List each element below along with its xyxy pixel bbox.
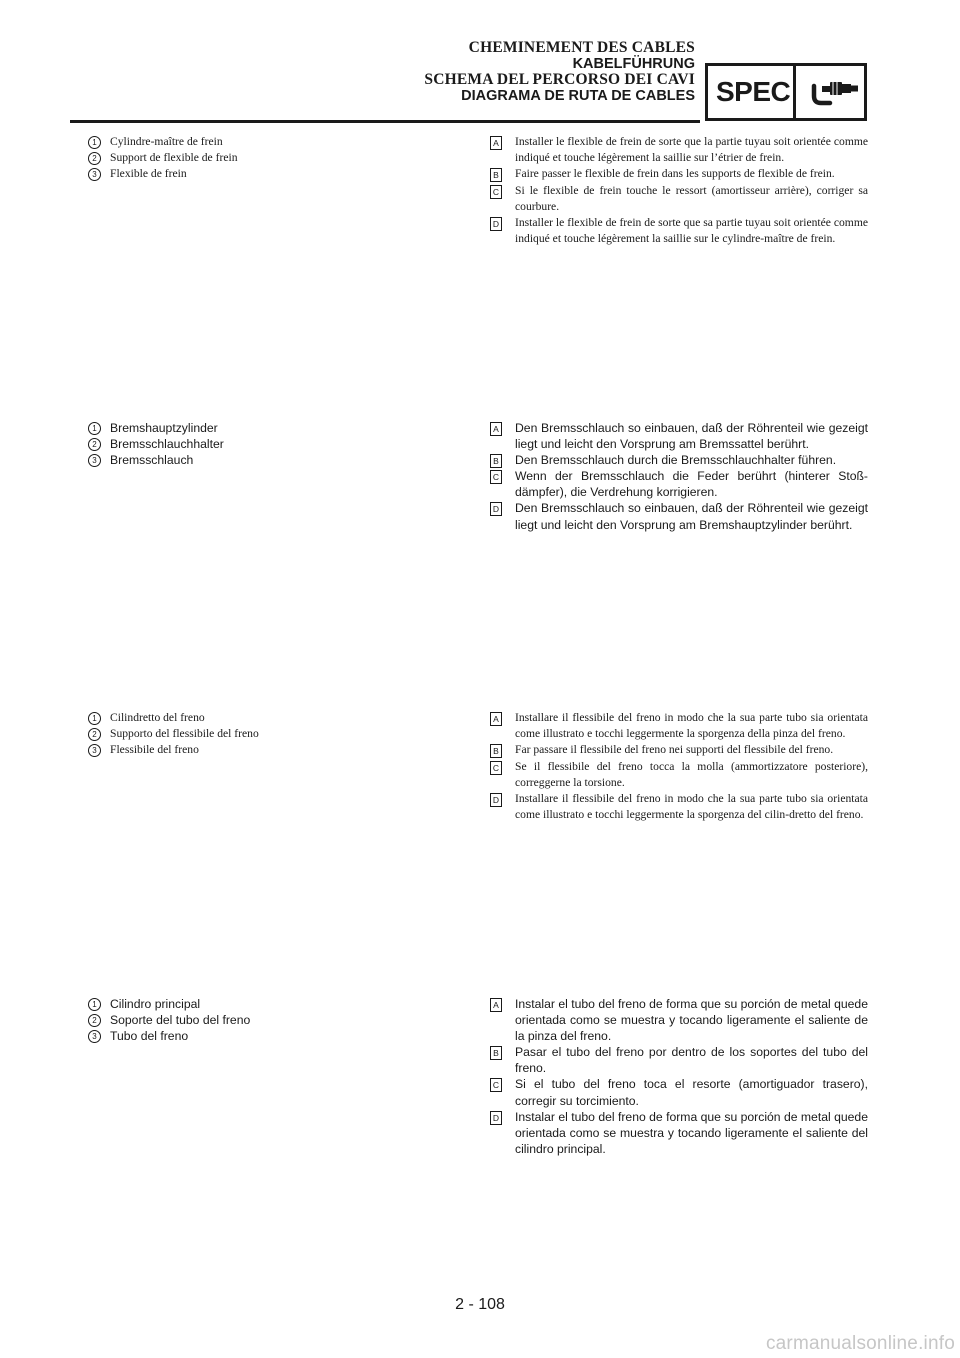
notes-list bbox=[490, 134, 868, 247]
callout-number: 1 bbox=[88, 998, 101, 1011]
spec-label: SPEC bbox=[716, 76, 791, 107]
note-letter: A bbox=[490, 712, 502, 726]
page-header bbox=[0, 0, 960, 130]
note-text: Instalar el tubo del freno de forma que su porción de metal quede orientada como se muestra y tocando ligeramente el saliente del cilindro principal. bbox=[515, 1109, 868, 1156]
note-text: Den Bremsschlauch durch die Bremsschlauchhalter führen. bbox=[515, 453, 837, 468]
note-text: Si el tubo del freno toca el resorte (amortiguador trasero), corregir su torcimiento. bbox=[515, 1077, 868, 1108]
note-letter: C bbox=[490, 470, 502, 484]
part-item bbox=[88, 452, 468, 468]
note-letter: A bbox=[490, 422, 502, 436]
note-item bbox=[490, 166, 868, 182]
callout-number: 3 bbox=[88, 168, 101, 181]
part-label: Bremsschlauchhalter bbox=[110, 437, 224, 452]
watermark: carmanualsonline.info bbox=[765, 1333, 955, 1354]
callout-number: 2 bbox=[88, 728, 101, 741]
parts-list bbox=[88, 710, 468, 759]
part-label: Tubo del freno bbox=[110, 1029, 189, 1044]
part-label: Bremsschlauch bbox=[110, 453, 194, 468]
note-item bbox=[490, 1076, 868, 1108]
notes-list bbox=[490, 996, 868, 1157]
note-text: Den Bremsschlauch so einbauen, daß der Röhrenteil wie gezeigt liegt und leicht den Vorsprung am Bremshauptzylinder berührt. bbox=[515, 501, 868, 532]
note-letter: B bbox=[490, 454, 502, 468]
note-item bbox=[490, 183, 868, 215]
header-rule bbox=[70, 120, 700, 123]
note-text: Faire passer le flexible de frein dans les supports de flexible de frein. bbox=[515, 167, 835, 181]
part-label: Supporto del flessibile del freno bbox=[110, 727, 259, 741]
callout-number: 3 bbox=[88, 1030, 101, 1043]
callout-number: 1 bbox=[88, 136, 101, 149]
note-letter: C bbox=[490, 761, 502, 775]
part-label: Cilindretto del freno bbox=[110, 711, 205, 724]
parts-list bbox=[88, 420, 468, 468]
note-letter: A bbox=[490, 136, 502, 150]
callout-number: 2 bbox=[88, 1014, 101, 1027]
note-item bbox=[490, 215, 868, 247]
note-item bbox=[490, 759, 868, 791]
notes-list bbox=[490, 710, 868, 823]
part-label: Bremshauptzylinder bbox=[110, 421, 218, 435]
part-item bbox=[88, 996, 468, 1012]
note-letter: B bbox=[490, 744, 502, 758]
note-letter: B bbox=[490, 1046, 502, 1060]
notes-list bbox=[490, 420, 868, 533]
callout-number: 3 bbox=[88, 744, 101, 757]
note-item bbox=[490, 134, 868, 166]
callout-number: 2 bbox=[88, 438, 101, 451]
note-letter: A bbox=[490, 998, 502, 1012]
part-item bbox=[88, 134, 468, 150]
part-label: Soporte del tubo del freno bbox=[110, 1013, 251, 1028]
section-titles bbox=[424, 40, 695, 104]
part-item bbox=[88, 150, 468, 166]
part-item bbox=[88, 436, 468, 452]
note-text: Den Bremsschlauch so einbauen, daß der Röhrenteil wie gezeigt liegt und leicht den Vorsprung am Bremssattel berührt. bbox=[515, 421, 868, 452]
part-item bbox=[88, 166, 468, 182]
spec-divider bbox=[793, 66, 796, 118]
part-item bbox=[88, 710, 468, 726]
part-item bbox=[88, 1012, 468, 1028]
part-label: Flexible de frein bbox=[110, 167, 187, 181]
callout-number: 1 bbox=[88, 422, 101, 435]
note-item bbox=[490, 742, 868, 758]
note-item bbox=[490, 1044, 868, 1076]
note-text: Far passare il flessibile del freno nei supporti del flessibile del freno. bbox=[515, 743, 834, 757]
page-number: 2 - 108 bbox=[455, 1296, 505, 1313]
part-label: Cilindro principal bbox=[110, 997, 201, 1011]
title-italian: SCHEMA DEL PERCORSO DEI CAVI bbox=[424, 71, 695, 88]
note-text: Se il flessibile del freno tocca la molla (ammortizzatore posteriore), correggerne la torsione. bbox=[515, 759, 868, 789]
note-item bbox=[490, 500, 868, 532]
part-item bbox=[88, 726, 468, 742]
note-letter: D bbox=[490, 1111, 502, 1125]
note-text: Installer le flexible de frein de sorte que sa partie tuyau soit orientée comme indiqué et touche légèrement la saillie sur le cylindre-maître de frein. bbox=[515, 216, 868, 246]
note-letter: D bbox=[490, 502, 502, 516]
callout-number: 2 bbox=[88, 152, 101, 165]
parts-list bbox=[88, 996, 468, 1044]
note-text: Instalar el tubo del freno de forma que su porción de metal quede orientada como se muestra y tocando ligeramente el saliente de la pinza del freno. bbox=[515, 997, 868, 1044]
micrometer-icon bbox=[808, 78, 860, 108]
spec-badge bbox=[705, 63, 867, 121]
note-text: Installare il flessibile del freno in modo che la sua parte tubo sia orientata come illustrato e tocchi leggermente la sporgenza della pinza del freno. bbox=[515, 711, 868, 741]
note-item bbox=[490, 710, 868, 742]
note-item bbox=[490, 420, 868, 452]
title-french: CHEMINEMENT DES CABLES bbox=[468, 39, 695, 56]
part-label: Cylindre-maître de frein bbox=[110, 135, 223, 148]
part-item bbox=[88, 420, 468, 436]
note-letter: B bbox=[490, 168, 502, 182]
note-item bbox=[490, 452, 868, 468]
note-letter: D bbox=[490, 793, 502, 807]
note-text: Installer le flexible de frein de sorte que la partie tuyau soit orientée comme indiqué et touche légèrement la saillie sur l’étrier de frein. bbox=[515, 135, 868, 165]
parts-list bbox=[88, 134, 468, 183]
part-item bbox=[88, 1028, 468, 1044]
note-text: Pasar el tubo del freno por dentro de los soportes del tubo del freno. bbox=[515, 1045, 868, 1076]
note-letter: D bbox=[490, 217, 502, 231]
note-text: Si le flexible de frein touche le ressort (amortisseur arrière), corriger sa courbure. bbox=[515, 183, 868, 213]
note-letter: C bbox=[490, 185, 502, 199]
callout-number: 3 bbox=[88, 454, 101, 467]
note-text: Installare il flessibile del freno in modo che la sua parte tubo sia orientata come illustrato e tocchi leggermente la sporgenza del cilin-dretto del freno. bbox=[515, 792, 868, 822]
note-letter: C bbox=[490, 1078, 502, 1092]
part-label: Flessibile del freno bbox=[110, 743, 199, 757]
note-item bbox=[490, 468, 868, 500]
note-item bbox=[490, 1109, 868, 1157]
note-item bbox=[490, 791, 868, 823]
title-german: KABELFÜHRUNG bbox=[572, 56, 695, 72]
part-item bbox=[88, 742, 468, 758]
note-item bbox=[490, 996, 868, 1044]
callout-number: 1 bbox=[88, 712, 101, 725]
part-label: Support de flexible de frein bbox=[110, 151, 238, 165]
note-text: Wenn der Bremsschlauch die Feder berührt (hinterer Stoß-dämpfer), die Verdrehung korrigieren. bbox=[515, 469, 868, 500]
title-spanish: DIAGRAMA DE RUTA DE CABLES bbox=[461, 88, 695, 104]
